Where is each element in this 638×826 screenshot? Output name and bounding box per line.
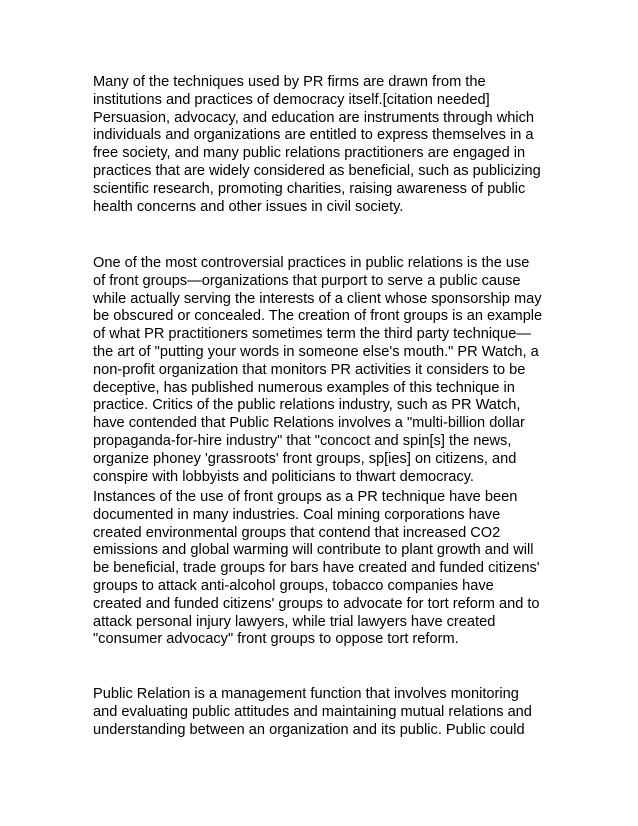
text-line: groups to attack anti-alcohol groups, tobacco companies have [93,577,494,594]
text-line: understanding between an organization and its public. Public could [93,721,525,738]
paragraph-front-group-instances [93,489,540,649]
text-line: created and funded citizens' groups to advocate for tort reform and to [93,595,540,612]
text-line: propaganda-for-hire industry" that "concoct and spin[s] the news, [93,432,512,449]
text-line: of front groups—organizations that purport to serve a public cause [93,272,521,289]
paragraph-front-groups [93,255,542,486]
text-line: emissions and global warming will contribute to plant growth and will [93,542,534,559]
text-line: deceptive, has published numerous examples of this technique in [93,379,515,396]
text-line: individuals and organizations are entitled to express themselves in a [93,127,534,144]
paragraph-public-relation-definition [93,686,532,739]
text-line: and evaluating public attitudes and maintaining mutual relations and [93,703,532,720]
paragraph-democracy-techniques [93,74,541,216]
text-line: Many of the techniques used by PR firms are drawn from the [93,74,486,90]
text-line: free society, and many public relations practitioners are engaged in [93,145,526,162]
text-line: of what PR practitioners sometimes term the third party technique— [93,326,531,343]
text-line: Instances of the use of front groups as a PR technique have been [93,489,518,505]
text-line: scientific research, promoting charities, raising awareness of public [93,180,526,197]
text-line: health concerns and other issues in civil society. [93,198,404,215]
text-line: institutions and practices of democracy itself.[citation needed] [93,91,490,108]
text-line: attack personal injury lawyers, while trial lawyers have created [93,613,496,630]
text-line: documented in many industries. Coal mining corporations have [93,506,501,523]
text-line: while actually serving the interests of a client whose sponsorship may [93,290,542,307]
text-line: Persuasion, advocacy, and education are instruments through which [93,109,535,126]
text-line: Public Relation is a management function that involves monitoring [93,686,519,702]
text-line: have contended that Public Relations involves a "multi-billion dollar [93,415,525,432]
text-line: One of the most controversial practices in public relations is the use [93,255,530,271]
text-line: the art of "putting your words in someone else's mouth." PR Watch, a [93,343,539,360]
text-line: be beneficial, trade groups for bars have created and funded citizens' [93,560,540,577]
text-line: practices that are widely considered as beneficial, such as publicizing [93,162,541,179]
text-line: created environmental groups that contend that increased CO2 [93,524,501,541]
text-line: conspire with lobbyists and politicians to thwart democracy. [93,468,474,485]
text-line: organize phoney 'grassroots' front groups, sp[ies] on citizens, and [93,450,517,467]
text-line: practice. Critics of the public relations industry, such as PR Watch, [93,397,521,414]
text-line: non-profit organization that monitors PR activities it considers to be [93,361,526,378]
text-line: "consumer advocacy" front groups to oppose tort reform. [93,631,459,648]
text-line: be obscured or concealed. The creation of front groups is an example [93,308,543,325]
